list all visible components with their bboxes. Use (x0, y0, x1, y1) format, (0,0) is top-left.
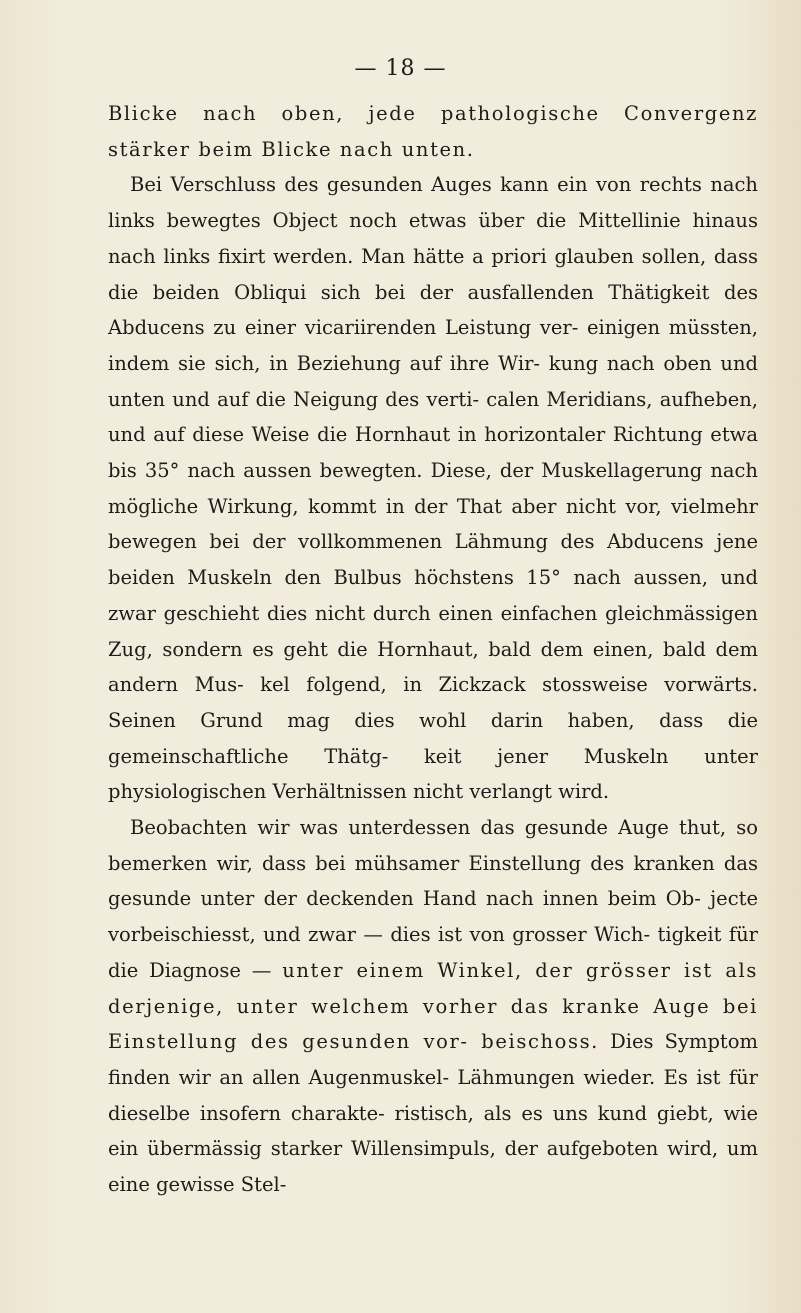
page-number: — 18 — (354, 56, 447, 81)
paragraph-2 (108, 167, 758, 810)
paragraph-text: Beobachten wir was unterdessen das gesunde Auge thut, so bemerken wir, dass bei mühsamer Einstellung des kranken das gesunde unter der deckenden Hand nach innen beim Ob- jecte vorbeischiesst, und zwar — dies ist von grosser Wich- tigkeit für die Diagnose — (108, 816, 758, 982)
paragraph-3 (108, 810, 758, 1203)
paragraph-text: Dies Symptom finden wir an allen Augenmuskel- Lähmungen wieder. Es ist für dieselbe insofern charakte- ristisch, als es uns kund giebt, wie ein übermässig starker Willensimpuls, der aufgeboten wird, um eine gewisse Stel- (108, 1030, 759, 1197)
body-text (108, 96, 758, 1203)
spaced-emphasis: unter einem Winkel, der grösser ist als derjenige, unter welchem vorher das kranke Auge bei Einstellung des gesunden vor- beischoss. (108, 958, 758, 1054)
spaced-text: Blicke nach oben, jede pathologische Convergenz stärker beim Blicke nach unten. (108, 102, 758, 161)
paragraph-1 (108, 96, 758, 167)
paragraph-text: Bei Verschluss des gesunden Auges kann ein von rechts nach links bewegtes Object noch etwas über die Mittellinie hinaus nach links fixirt werden. Man hätte a priori glauben sollen, dass die beiden Obliqui sich bei der ausfallenden Thätigkeit des Abducens zu einer vicariirenden Leistung ver- einigen müssten, indem sie sich, in Beziehung auf ihre Wir- kung nach oben und unten und auf die Neigung des verti- calen Meridians, aufheben, und auf diese Weise die Hornhaut in horizontaler Richtung etwa bis 35° nach aussen bewegten. Diese, der Muskellagerung nach mögliche Wirkung, kommt in der That aber nicht vor, vielmehr bewegen bei der vollkommenen Lähmung des Abducens jene beiden Muskeln den Bulbus höchstens 15° nach aussen, und zwar geschieht dies nicht durch einen einfachen gleichmässigen Zug, sondern es geht die Hornhaut, bald dem einen, bald dem andern Mus- kel folgend, in Zickzack stossweise vorwärts. Seinen Grund mag dies wohl darin haben, dass die gemeinschaftliche Thätg- keit jener Muskeln unter physiologischen Verhältnissen nicht verlangt wird. (108, 173, 758, 804)
